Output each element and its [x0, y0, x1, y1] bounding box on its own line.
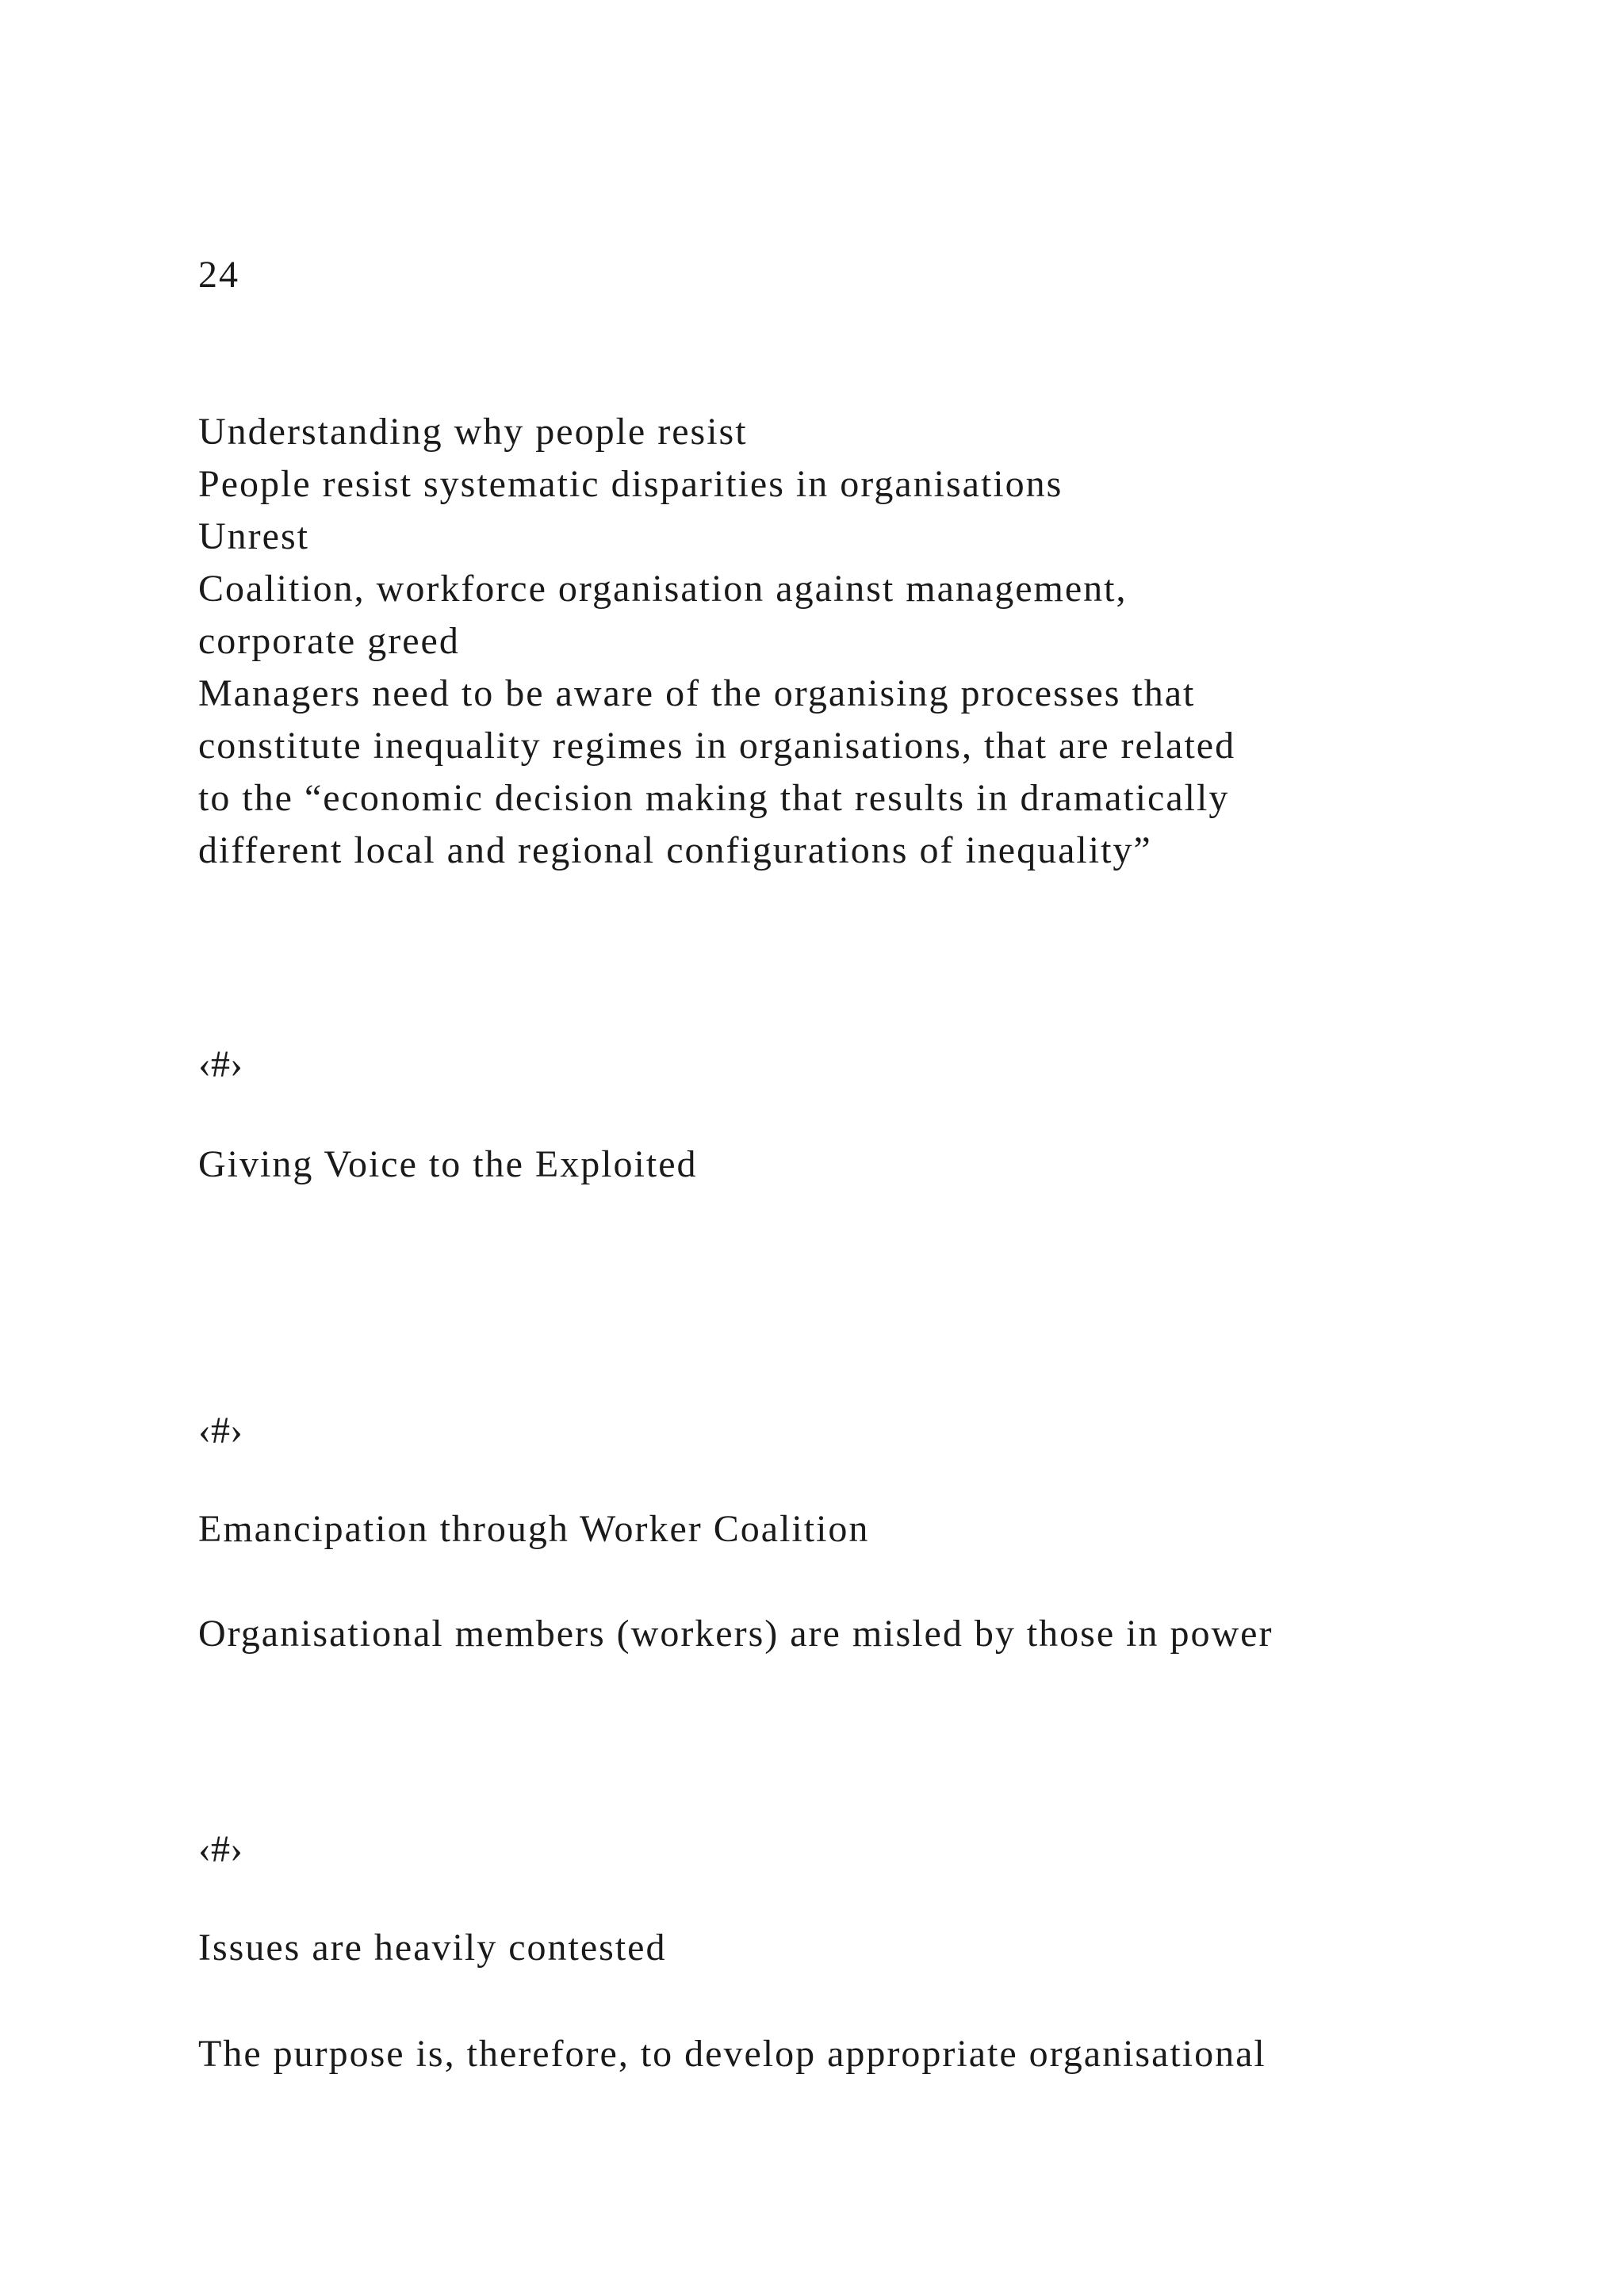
- slide-number-placeholder: ‹#›: [198, 1828, 243, 1870]
- section-heading: Issues are heavily contested: [198, 1927, 667, 1969]
- text-line: Organisational members (workers) are misled by those in power: [198, 1613, 1274, 1655]
- slide-number-placeholder: ‹#›: [198, 1043, 243, 1085]
- text-line: Unrest: [198, 515, 309, 557]
- text-line: to the “economic decision making that results in dramatically: [198, 777, 1230, 819]
- text-line: different local and regional configurations of inequality”: [198, 829, 1152, 871]
- section-heading: Giving Voice to the Exploited: [198, 1143, 698, 1185]
- text-line: Understanding why people resist: [198, 411, 748, 453]
- text-line: constitute inequality regimes in organisations, that are related: [198, 725, 1236, 767]
- slide-number-placeholder: ‹#›: [198, 1410, 243, 1452]
- text-line: corporate greed: [198, 620, 460, 662]
- page-number: 24: [198, 254, 239, 296]
- text-line: Managers need to be aware of the organising processes that: [198, 672, 1196, 714]
- section-heading: Emancipation through Worker Coalition: [198, 1508, 870, 1550]
- text-line: The purpose is, therefore, to develop appropriate organisational: [198, 2033, 1266, 2075]
- text-line: People resist systematic disparities in organisations: [198, 463, 1063, 505]
- text-line: Coalition, workforce organisation against management,: [198, 568, 1128, 610]
